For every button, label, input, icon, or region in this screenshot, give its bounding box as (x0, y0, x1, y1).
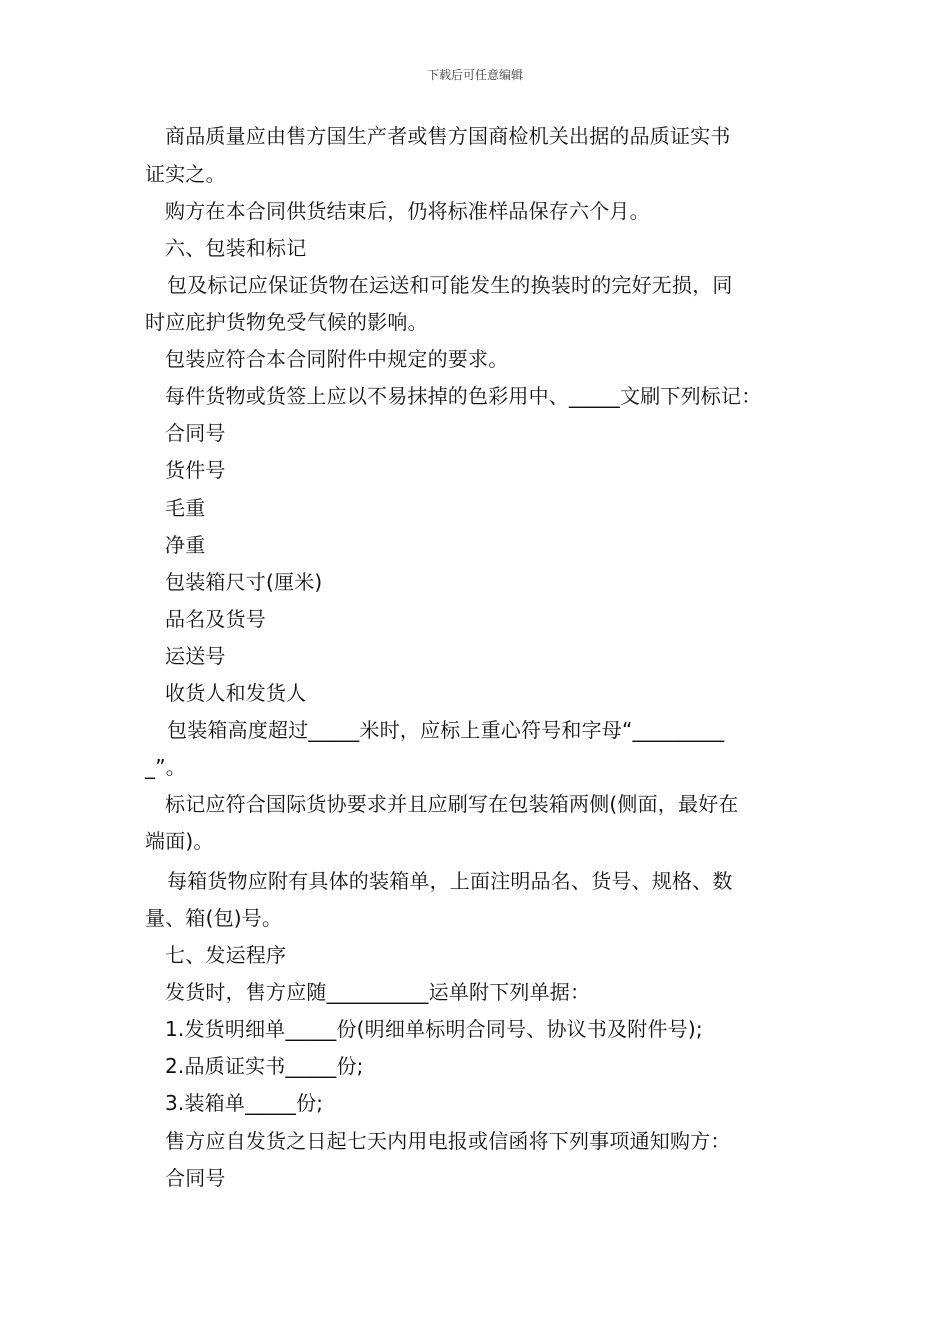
paragraph-line: 时应庇护货物免受气候的影响。 (145, 310, 428, 334)
paragraph-line: 端面)。 (145, 829, 214, 853)
paragraph-line: 标记应符合国际货协要求并且应刷写在包装箱两侧(侧面，最好在 (165, 792, 739, 816)
list-item: 运送号 (165, 644, 226, 668)
paragraph-line: 发货时，售方应随__________运单附下列单据： (165, 980, 591, 1004)
list-item: 毛重 (165, 496, 206, 520)
paragraph-line: 包装箱高度超过_____米时，应标上重心符号和字母“_________ (167, 718, 725, 742)
paragraph-line: 量、箱(包)号。 (145, 906, 283, 930)
list-item: 品名及货号 (165, 607, 266, 631)
list-item: 3.装箱单_____份; (165, 1091, 324, 1115)
section-heading: 七、发运程序 (165, 943, 287, 967)
list-item: 1.发货明细单_____份(明细单标明合同号、协议书及附件号); (165, 1017, 703, 1041)
page-header: 下载后可任意编辑 (426, 68, 523, 82)
paragraph-line: 包及标记应保证货物在运送和可能发生的换装时的完好无损，同 (167, 273, 733, 297)
list-item: 货件号 (165, 458, 226, 482)
list-item: 2.品质证实书_____份; (165, 1054, 364, 1078)
paragraph-line: 每件货物或货签上应以不易抹掉的色彩用中、_____文刷下列标记： (165, 384, 762, 408)
paragraph-line: 售方应自发货之日起七天内用电报或信函将下列事项通知购方： (165, 1129, 731, 1153)
list-item: 包装箱尺寸(厘米) (165, 570, 323, 594)
list-item: 合同号 (165, 421, 226, 445)
paragraph-line: _”。 (145, 755, 186, 779)
paragraph-line: 商品质量应由售方国生产者或售方国商检机关出据的品质证实书 (165, 124, 731, 148)
paragraph-line: 购方在本合同供货结束后，仍将标准样品保存六个月。 (165, 199, 650, 223)
paragraph-line: 证实之。 (145, 162, 226, 186)
list-item: 收货人和发货人 (165, 681, 307, 705)
section-heading: 六、包装和标记 (165, 236, 307, 260)
paragraph-line: 包装应符合本合同附件中规定的要求。 (165, 347, 509, 371)
paragraph-line: 每箱货物应附有具体的装箱单，上面注明品名、货号、规格、数 (167, 869, 733, 893)
list-item: 净重 (165, 533, 206, 557)
list-item: 合同号 (165, 1166, 226, 1190)
